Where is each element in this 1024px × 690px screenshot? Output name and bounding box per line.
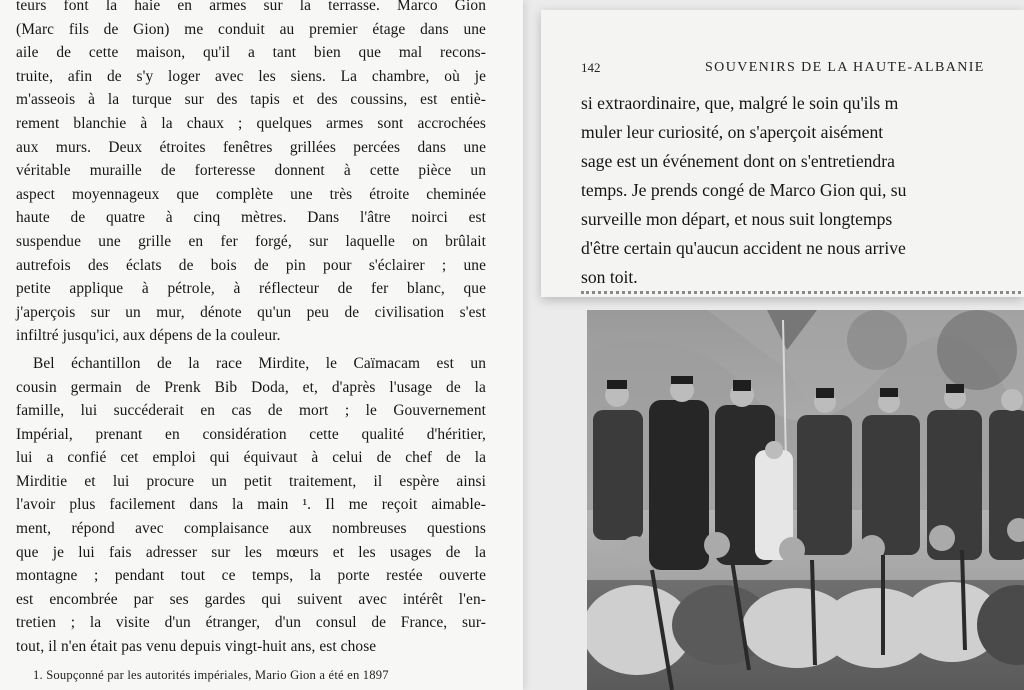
cut-off-text-line — [581, 291, 1021, 297]
text-line: muler leur curiosité, on s'aperçoit aisément — [581, 122, 884, 142]
text-line: tretien ; la visite d'un étranger, d'un consul de France, sur- — [16, 614, 486, 632]
historical-group-photo — [587, 310, 1024, 690]
right-page-text — [581, 89, 1024, 292]
text-line: petite applique à pétrole, à réflecteur de fer blanc, que — [16, 280, 486, 298]
text-line: Mirditie et lui procure un petit traitement, il espère ainsi — [16, 472, 486, 490]
text-line: (Marc fils de Gion) me conduit au premier étage dans une — [16, 20, 486, 38]
text-line: infiltré jusqu'ici, aux dépens de la couleur. — [16, 327, 281, 345]
text-line: d'être certain qu'aucun accident ne nous arrive — [581, 238, 906, 258]
text-line: aile de cette maison, qu'il a tant bien que mal recons- — [16, 44, 486, 62]
text-line: suspendue une grille en fer forgé, sur laquelle on brûlait — [16, 232, 486, 250]
text-line: aspect moyennageux que complète une très étroite cheminée — [16, 185, 486, 203]
text-line: véritable muraille de forteresse donnent à cette pièce un — [16, 162, 486, 180]
text-line: son toit. — [581, 267, 638, 287]
text-line: j'aperçois sur un mur, dénote qu'un peu de civilisation s'est — [16, 303, 486, 321]
text-line: montagne ; pendant tout ce temps, la porte restée ouverte — [16, 567, 486, 585]
text-line: que je lui fais adresser sur les mœurs et les usages de la — [16, 543, 486, 561]
running-header — [581, 60, 1024, 80]
page-number: 142 — [581, 60, 601, 75]
text-line: rement blanchie à la chaux ; quelques armes sont accrochées — [16, 114, 486, 132]
footnote: 1. Soupçonné par les autorités impériales, Mario Gion a été en 1897 — [33, 668, 389, 682]
text-line: l'avoir plus facilement dans la main ¹. Il me reçoit aimable- — [16, 496, 486, 514]
text-line: teurs font la haie en armes sur la terrasse. Marco Gion — [16, 0, 486, 14]
text-line: sage est un événement dont on s'entretiendra — [581, 151, 895, 171]
text-line: tout, il n'en était pas venu depuis vingt-huit ans, est chose — [16, 638, 377, 656]
photo-image — [587, 310, 1024, 690]
text-line: cousin germain de Prenk Bib Doda, et, d'après l'usage de la — [16, 378, 486, 396]
text-line: famille, lui succéderait en cas de mort ; le Gouvernement — [16, 402, 486, 420]
text-line: ment, répond avec complaisance aux nombreuses questions — [16, 520, 486, 538]
text-line: surveille mon départ, et nous suit longtemps — [581, 209, 893, 229]
text-line: aux murs. Deux étroites fenêtres grillées percées dans une — [16, 138, 486, 156]
right-book-page-excerpt — [541, 10, 1024, 297]
text-line: haute de quatre à cinq mètres. Dans l'âtre noirci est — [16, 209, 486, 227]
text-line: m'asseois à la turque sur des tapis et des coussins, est entiè- — [16, 91, 486, 109]
text-line: lui a confié cet emploi qui équivaut à celui de chef de la — [16, 449, 486, 467]
running-head-title: SOUVENIRS DE LA HAUTE-ALBANIE — [705, 60, 985, 75]
left-page-text — [16, 0, 486, 659]
text-line: est encombrée par ses gardes qui suivent avec intérêt l'en- — [16, 590, 486, 608]
text-line: Bel échantillon de la race Mirdite, le Caïmacam est un — [33, 354, 486, 372]
text-line: si extraordinaire, que, malgré le soin qu'ils m — [581, 93, 899, 113]
text-line: Impérial, prenant en considération cette qualité d'héritier, — [16, 425, 486, 443]
text-line: truite, afin de s'y loger avec les siens. La chambre, où je — [16, 67, 486, 85]
text-line: autrefois des éclats de bois de pin pour s'éclairer ; une — [16, 256, 486, 274]
text-line: temps. Je prends congé de Marco Gion qui, su — [581, 180, 907, 200]
